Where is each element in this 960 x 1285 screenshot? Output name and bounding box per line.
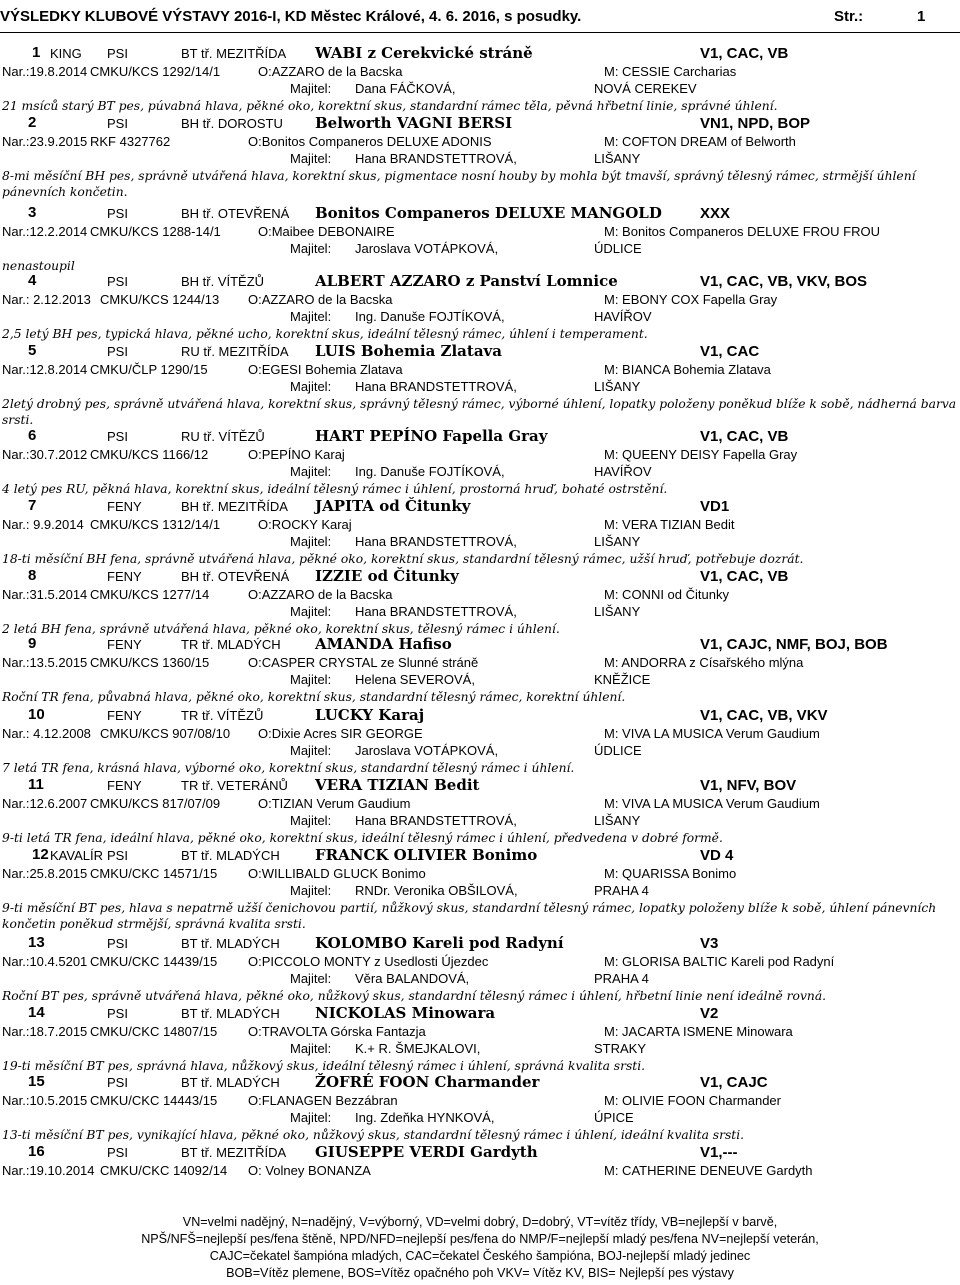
dog-name: LUCKY Karaj — [315, 706, 425, 724]
sex-label: PSI — [107, 936, 128, 951]
judge-comment: 2letý drobný pes, správně utvářená hlava, korektní skus, správný tělesný rámec, výborné úhlení, lopatky položeny poněkud blíže k sobě, nádherná barva srsti. — [2, 397, 957, 427]
owner-label: Majitel: — [290, 534, 332, 549]
sire: O: Volney BONANZA — [248, 1163, 371, 1178]
legend-line: CAJC=čekatel šampióna mladých, CAC=čekatel Českého šampióna, BOJ-nejlepší mladý jedinec — [209, 1249, 751, 1263]
sex-label: PSI — [107, 116, 128, 131]
sire: O:TRAVOLTA Górska Fantazja — [248, 1024, 426, 1039]
pedigree-row — [0, 796, 960, 813]
entry-heading — [0, 427, 960, 447]
sex-label: PSI — [107, 344, 128, 359]
registry-number: CMKU/KCS 1166/12 — [90, 447, 209, 462]
sire: O:Maibee DEBONAIRE — [258, 224, 395, 239]
owner-row — [0, 1110, 960, 1127]
sire: O:TIZIAN Verum Gaudium — [258, 796, 411, 811]
document-title: VÝSLEDKY KLUBOVÉ VÝSTAVY 2016-I, KD Městec Králové, 4. 6. 2016, s posudky. — [0, 8, 582, 25]
owner-place: NOVÁ CEREKEV — [594, 81, 697, 96]
page-number: 1 — [917, 8, 926, 25]
result-title: V1,--- — [700, 1144, 738, 1161]
birth-date: Nar.:23.9.2015 — [2, 134, 88, 149]
breed-label: KING — [50, 46, 82, 61]
dam: M: CESSIE Carcharias — [604, 64, 737, 79]
sex-label: PSI — [107, 206, 128, 221]
owner-row — [0, 743, 960, 760]
entry-heading — [0, 114, 960, 134]
owner-label: Majitel: — [290, 379, 332, 394]
entry-heading — [0, 846, 960, 866]
judge-comment: 4 letý pes RU, pěkná hlava, korektní skus, ideální tělesný rámec i úhlení, prostorná hruď, bohaté ostrstění. — [2, 482, 668, 496]
owner-place: ÚDLICE — [594, 241, 642, 256]
result-title: VD1 — [700, 498, 730, 515]
entry — [0, 1073, 960, 1141]
pedigree-row — [0, 447, 960, 464]
dam: M: ANDORRA z Císařského mlýna — [604, 655, 804, 670]
birth-date: Nar.:12.8.2014 — [2, 362, 88, 377]
owner-row — [0, 813, 960, 830]
registry-number: CMKU/KCS 907/08/10 — [100, 726, 231, 741]
owner-name: Hana BRANDSTETTROVÁ, — [355, 379, 517, 394]
result-title: VD 4 — [700, 847, 734, 864]
judge-comment: Roční TR fena, půvabná hlava, pěkné oko, korektní skus, standardní tělesný rámec, korektní úhlení. — [2, 690, 626, 704]
legend-line: NPŠ/NFŠ=nejlepší pes/fena štěně, NPD/NFD=nejlepší pes/fena do NMP/F=nejlepší mladý pes/fena NV=nejlepší veterán, — [141, 1232, 819, 1246]
owner-name: K.+ R. ŠMEJKALOVI, — [355, 1041, 481, 1056]
sire: O:FLANAGEN Bezzábran — [248, 1093, 398, 1108]
result-title: V1, CAC, VB, VKV, BOS — [700, 273, 867, 290]
owner-place: LIŠANY — [594, 604, 641, 619]
owner-place: LIŠANY — [594, 151, 641, 166]
pedigree-row — [0, 64, 960, 81]
owner-label: Majitel: — [290, 309, 332, 324]
judge-comment: 19-ti měsíční BT pes, správná hlava, nůžkový skus, ideální tělesný rámec i úhlení, správná kvalita srsti. — [2, 1059, 646, 1073]
entry-heading — [0, 342, 960, 362]
birth-date: Nar.:31.5.2014 — [2, 587, 88, 602]
owner-label: Majitel: — [290, 813, 332, 828]
pedigree-row — [0, 362, 960, 379]
owner-name: Jaroslava VOTÁPKOVÁ, — [355, 241, 499, 256]
entry-heading — [0, 497, 960, 517]
dam: M: JACARTA ISMENE Minowara — [604, 1024, 793, 1039]
dam: M: QUARISSA Bonimo — [604, 866, 737, 881]
pedigree-row — [0, 655, 960, 672]
entry-heading — [0, 776, 960, 796]
sire: O:PEPÍNO Karaj — [248, 447, 345, 462]
dam: M: CONNI od Čitunky — [604, 587, 729, 602]
birth-date: Nar.:19.10.2014 — [2, 1163, 95, 1178]
birth-date: Nar.:19.8.2014 — [2, 64, 88, 79]
birth-date: Nar.: 4.12.2008 — [2, 726, 91, 741]
owner-place: LIŠANY — [594, 379, 641, 394]
result-title: V1, CAC — [700, 343, 760, 360]
dam: M: COFTON DREAM of Belworth — [604, 134, 796, 149]
dog-name: ŽOFRÉ FOON Charmander — [315, 1073, 540, 1091]
owner-row — [0, 151, 960, 168]
sex-label: FENY — [107, 778, 142, 793]
entry — [0, 497, 960, 565]
owner-row — [0, 464, 960, 481]
judge-comment: 2,5 letý BH pes, typická hlava, pěkné ucho, korektní skus, ideální tělesný rámec, úhlení i temperament. — [2, 327, 648, 341]
owner-label: Majitel: — [290, 604, 332, 619]
dam: M: QUEENY DEISY Fapella Gray — [604, 447, 798, 462]
class-label: RU tř. MEZITŘÍDA — [181, 344, 289, 359]
owner-place: LIŠANY — [594, 534, 641, 549]
sire: O:ROCKY Karaj — [258, 517, 352, 532]
dog-name: ALBERT AZZARO z Panství Lomnice — [315, 272, 618, 290]
entry-number: 1 — [32, 44, 41, 61]
result-title: V1, CAJC, NMF, BOJ, BOB — [700, 636, 888, 653]
owner-place: ÚDLICE — [594, 743, 642, 758]
class-label: BH tř. VÍTĚZŮ — [181, 274, 265, 289]
result-title: V1, CAC, VB — [700, 568, 789, 585]
pedigree-row — [0, 866, 960, 883]
registry-number: CMKU/KCS 1312/14/1 — [90, 517, 221, 532]
dog-name: JAPITA od Čitunky — [315, 497, 471, 515]
owner-place: HAVÍŘOV — [594, 464, 652, 479]
entry — [0, 1004, 960, 1072]
class-label: BT tř. MLADÝCH — [181, 848, 280, 863]
result-title: V1, CAJC — [700, 1074, 768, 1091]
pedigree-row — [0, 517, 960, 534]
sex-label: PSI — [107, 429, 128, 444]
owner-name: Jaroslava VOTÁPKOVÁ, — [355, 743, 499, 758]
dog-name: IZZIE od Čitunky — [315, 567, 459, 585]
birth-date: Nar.:10.4.5201 — [2, 954, 88, 969]
class-label: BT tř. MEZITŘÍDA — [181, 1145, 287, 1160]
entry — [0, 776, 960, 844]
birth-date: Nar.:18.7.2015 — [2, 1024, 88, 1039]
class-label: BT tř. MLADÝCH — [181, 1006, 280, 1021]
dog-name: LUIS Bohemia Zlatava — [315, 342, 502, 360]
owner-name: Hana BRANDSTETTROVÁ, — [355, 151, 517, 166]
judge-comment: 18-ti měsíční BH fena, správně utvářená hlava, pěkné oko, korektní skus, standardní tělesný rámec, užší hruď, potřebuje dozrát. — [2, 552, 804, 566]
judge-comment: 8-mi měsíční BH pes, správně utvářená hlava, korektní skus, pigmentace nosní houby by mohla být tmavší, správný tělesný rámec, strmější úhlení pánevních končetin. — [2, 169, 916, 199]
entry-number: 3 — [28, 204, 37, 221]
owner-name: Ing. Danuše FOJTÍKOVÁ, — [355, 464, 505, 479]
owner-place: HAVÍŘOV — [594, 309, 652, 324]
dog-name: FRANCK OLIVIER Bonimo — [315, 846, 538, 864]
owner-place: PRAHA 4 — [594, 883, 649, 898]
owner-row — [0, 241, 960, 258]
class-label: BH tř. DOROSTU — [181, 116, 283, 131]
dog-name: Bonitos Companeros DELUXE MANGOLD — [315, 204, 662, 222]
owner-row — [0, 604, 960, 621]
dam: M: BIANCA Bohemia Zlatava — [604, 362, 771, 377]
owner-label: Majitel: — [290, 81, 332, 96]
dog-name: NICKOLAS Minowara — [315, 1004, 496, 1022]
entry — [0, 635, 960, 703]
judge-comment: 13-ti měsíční BT pes, vynikající hlava, pěkné oko, nůžkový skus, standardní tělesný rámec i úhlení, ideální kvalita srsti. — [2, 1128, 745, 1142]
registry-number: CMKU/KCS 1292/14/1 — [90, 64, 221, 79]
sire: O:CASPER CRYSTAL ze Slunné stráně — [248, 655, 479, 670]
owner-label: Majitel: — [290, 464, 332, 479]
breed-label: KAVALÍR — [50, 848, 103, 863]
sire: O:AZZARO de la Bacska — [248, 292, 393, 307]
owner-name: Dana FÁČKOVÁ, — [355, 81, 456, 96]
entry-number: 2 — [28, 114, 37, 131]
owner-place: KNĚŽICE — [594, 672, 651, 687]
dog-name: Belworth VAGNI BERSI — [315, 114, 513, 132]
birth-date: Nar.: 2.12.2013 — [2, 292, 91, 307]
result-title: V1, CAC, VB — [700, 45, 789, 62]
entry — [0, 1143, 960, 1193]
pedigree-row — [0, 134, 960, 151]
owner-name: Helena SEVEROVÁ, — [355, 672, 475, 687]
entry-number: 14 — [28, 1004, 45, 1021]
entry — [0, 567, 960, 635]
entry-number: 15 — [28, 1073, 45, 1090]
sire: O:PICCOLO MONTY z Usedlosti Újezdec — [248, 954, 489, 969]
entry-heading — [0, 567, 960, 587]
entry-number: 13 — [28, 934, 45, 951]
owner-row — [0, 309, 960, 326]
pedigree-row — [0, 292, 960, 309]
pedigree-row — [0, 587, 960, 604]
entry-heading — [0, 1004, 960, 1024]
birth-date: Nar.:12.6.2007 — [2, 796, 88, 811]
dam: M: GLORISA BALTIC Kareli pod Radyní — [604, 954, 835, 969]
entry-heading — [0, 635, 960, 655]
entry-heading — [0, 44, 960, 64]
owner-place: STRAKY — [594, 1041, 647, 1056]
sire: O:WILLIBALD GLUCK Bonimo — [248, 866, 426, 881]
dog-name: WABI z Cerekvické stráně — [315, 44, 533, 62]
class-label: BH tř. MEZITŘÍDA — [181, 499, 288, 514]
entry-heading — [0, 204, 960, 224]
sire: O:EGESI Bohemia Zlatava — [248, 362, 403, 377]
registry-number: CMKU/CKC 14092/14 — [100, 1163, 228, 1178]
sire: O:Dixie Acres SIR GEORGE — [258, 726, 423, 741]
birth-date: Nar.:12.2.2014 — [2, 224, 88, 239]
owner-name: Hana BRANDSTETTROVÁ, — [355, 534, 517, 549]
owner-place: PRAHA 4 — [594, 971, 649, 986]
owner-label: Majitel: — [290, 971, 332, 986]
owner-name: Ing. Danuše FOJTÍKOVÁ, — [355, 309, 505, 324]
sire: O:Bonitos Companeros DELUXE ADONIS — [248, 134, 492, 149]
class-label: TR tř. MLADÝCH — [181, 637, 281, 652]
class-label: TR tř. VETERÁNŮ — [181, 778, 288, 793]
registry-number: CMKU/CKC 14443/15 — [90, 1093, 218, 1108]
owner-row — [0, 672, 960, 689]
entry-number: 5 — [28, 342, 37, 359]
registry-number: CMKU/KCS 1244/13 — [100, 292, 220, 307]
owner-name: Hana BRANDSTETTROVÁ, — [355, 604, 517, 619]
class-label: RU tř. VÍTĚZŮ — [181, 429, 265, 444]
dam: M: EBONY COX Fapella Gray — [604, 292, 778, 307]
entry-heading — [0, 706, 960, 726]
result-title: V3 — [700, 935, 719, 952]
sex-label: FENY — [107, 569, 142, 584]
owner-row — [0, 379, 960, 396]
result-title: V1, NFV, BOV — [700, 777, 797, 794]
entry-number: 8 — [28, 567, 37, 584]
sex-label: PSI — [107, 1006, 128, 1021]
birth-date: Nar.:13.5.2015 — [2, 655, 88, 670]
sex-label: FENY — [107, 708, 142, 723]
entry-heading — [0, 1143, 960, 1163]
registry-number: CMKU/KCS 817/07/09 — [90, 796, 221, 811]
entry — [0, 44, 960, 112]
pedigree-row — [0, 224, 960, 241]
owner-row — [0, 1041, 960, 1058]
header-rule — [0, 32, 960, 33]
pedigree-row — [0, 954, 960, 971]
owner-row — [0, 883, 960, 900]
dog-name: KOLOMBO Kareli pod Radyní — [315, 934, 564, 952]
entry — [0, 706, 960, 774]
entry-number: 11 — [28, 776, 44, 793]
sex-label: FENY — [107, 499, 142, 514]
sex-label: FENY — [107, 637, 142, 652]
birth-date: Nar.: 9.9.2014 — [2, 517, 84, 532]
pedigree-row — [0, 1163, 960, 1180]
legend-line: VN=velmi nadějný, N=nadějný, V=výborný, VD=velmi dobrý, D=dobrý, VT=vítěz třídy, VB=nejlepší v barvě, — [182, 1215, 778, 1229]
entry-number: 9 — [28, 635, 37, 652]
owner-row — [0, 971, 960, 988]
dam: M: Bonitos Companeros DELUXE FROU FROU — [604, 224, 880, 239]
sex-label: PSI — [107, 274, 128, 289]
entry — [0, 427, 960, 495]
owner-label: Majitel: — [290, 1110, 332, 1125]
page-label: Str.: — [834, 8, 864, 25]
judge-comment: Roční BT pes, správně utvářená hlava, pěkné oko, nůžkový skus, standardní tělesný rámec i úhlení, hřbetní linie není ideálně rovná. — [2, 989, 827, 1003]
owner-row — [0, 81, 960, 98]
pedigree-row — [0, 1093, 960, 1110]
dog-name: HART PEPÍNO Fapella Gray — [315, 427, 548, 445]
registry-number: RKF 4327762 — [90, 134, 171, 149]
abbreviation-legend — [0, 1214, 960, 1282]
registry-number: CMKU/ČLP 1290/15 — [90, 362, 208, 377]
entry-heading — [0, 272, 960, 292]
class-label: TR tř. VÍTĚZŮ — [181, 708, 264, 723]
pedigree-row — [0, 726, 960, 743]
owner-name: Hana BRANDSTETTROVÁ, — [355, 813, 517, 828]
birth-date: Nar.:10.5.2015 — [2, 1093, 88, 1108]
sire: O:AZZARO de la Bacska — [258, 64, 403, 79]
entry — [0, 846, 960, 931]
owner-label: Majitel: — [290, 883, 332, 898]
sex-label: PSI — [107, 46, 128, 61]
owner-name: Ing. Zdeňka HYNKOVÁ, — [355, 1110, 495, 1125]
owner-place: LIŠANY — [594, 813, 641, 828]
registry-number: CMKU/CKC 14807/15 — [90, 1024, 218, 1039]
judge-comment: 21 msíců starý BT pes, púvabná hlava, pěkné oko, korektní skus, standardní rámec těla, pěvná hřbetní linie, správné úhlení. — [2, 99, 778, 113]
dog-name: VERA TIZIAN Bedit — [315, 776, 480, 794]
owner-label: Majitel: — [290, 672, 332, 687]
dam: M: VIVA LA MUSICA Verum Gaudium — [604, 726, 820, 741]
entry-number: 10 — [28, 706, 45, 723]
class-label: BT tř. MLADÝCH — [181, 936, 280, 951]
result-title: V2 — [700, 1005, 719, 1022]
entry-number: 6 — [28, 427, 37, 444]
entry-number: 12 — [32, 846, 49, 863]
dam: M: OLIVIE FOON Charmander — [604, 1093, 781, 1108]
document-header — [0, 2, 960, 28]
birth-date: Nar.:30.7.2012 — [2, 447, 88, 462]
registry-number: CMKU/CKC 14439/15 — [90, 954, 218, 969]
judge-comment: 9-ti letá TR fena, ideální hlava, pěkné oko, korektní skus, ideální tělesný rámec i úhlení, předvedena v dobré formě. — [2, 831, 723, 845]
class-label: BH tř. OTEVŘENÁ — [181, 206, 290, 221]
result-title: V1, CAC, VB, VKV — [700, 707, 828, 724]
owner-label: Majitel: — [290, 241, 332, 256]
pedigree-row — [0, 1024, 960, 1041]
entry-number: 16 — [28, 1143, 45, 1160]
owner-label: Majitel: — [290, 151, 332, 166]
entry — [0, 114, 960, 199]
entry — [0, 934, 960, 1002]
entry — [0, 342, 960, 427]
sire: O:AZZARO de la Bacska — [248, 587, 393, 602]
entry-number: 7 — [28, 497, 37, 514]
dog-name: AMANDA Hafiso — [315, 635, 452, 653]
owner-row — [0, 534, 960, 551]
registry-number: CMKU/KCS 1277/14 — [90, 587, 210, 602]
entry — [0, 204, 960, 272]
registry-number: CMKU/KCS 1360/15 — [90, 655, 210, 670]
owner-place: ÚPICE — [594, 1110, 634, 1125]
owner-label: Majitel: — [290, 743, 332, 758]
entry-number: 4 — [28, 272, 37, 289]
owner-label: Majitel: — [290, 1041, 332, 1056]
registry-number: CMKU/KCS 1288-14/1 — [90, 224, 221, 239]
class-label: BT tř. MLADÝCH — [181, 1075, 280, 1090]
dam: M: VERA TIZIAN Bedit — [604, 517, 735, 532]
registry-number: CMKU/CKC 14571/15 — [90, 866, 218, 881]
entry — [0, 272, 960, 340]
judge-comment: 9-ti měsíční BT pes, hlava s nepatrně užší čenichovou partií, nůžkový skus, standardní tělesný rámec, lopatky položeny blíže k sobě, úhlení pánevních končetin poněkud strmější, správná kvalita srsti. — [2, 901, 937, 931]
dam: M: CATHERINE DENEUVE Gardyth — [604, 1163, 813, 1178]
class-label: BT tř. MEZITŘÍDA — [181, 46, 287, 61]
class-label: BH tř. OTEVŘENÁ — [181, 569, 290, 584]
judge-comment: 2 letá BH fena, správně utvářená hlava, pěkné oko, korektní skus, tělesný rámec i úhlení. — [2, 622, 560, 636]
sex-label: PSI — [107, 848, 128, 863]
entry-heading — [0, 934, 960, 954]
result-title: VN1, NPD, BOP — [700, 115, 811, 132]
birth-date: Nar.:25.8.2015 — [2, 866, 88, 881]
result-title: XXX — [700, 205, 731, 222]
dog-name: GIUSEPPE VERDI Gardyth — [315, 1143, 538, 1161]
owner-name: Věra BALANDOVÁ, — [355, 971, 470, 986]
legend-line: BOB=Vítěz plemene, BOS=Vítěz opačného poh VKV= Vítěz KV, BIS= Nejlepší pes výstavy — [226, 1266, 734, 1280]
judge-comment: 7 letá TR fena, krásná hlava, výborné oko, korektní skus, standardní tělesný rámec i úhlení. — [2, 761, 575, 775]
owner-name: RNDr. Veronika OBŠILOVÁ, — [355, 883, 518, 898]
entry-heading — [0, 1073, 960, 1093]
judge-comment: nenastoupil — [2, 259, 75, 273]
dam: M: VIVA LA MUSICA Verum Gaudium — [604, 796, 820, 811]
sex-label: PSI — [107, 1145, 128, 1160]
result-title: V1, CAC, VB — [700, 428, 789, 445]
sex-label: PSI — [107, 1075, 128, 1090]
